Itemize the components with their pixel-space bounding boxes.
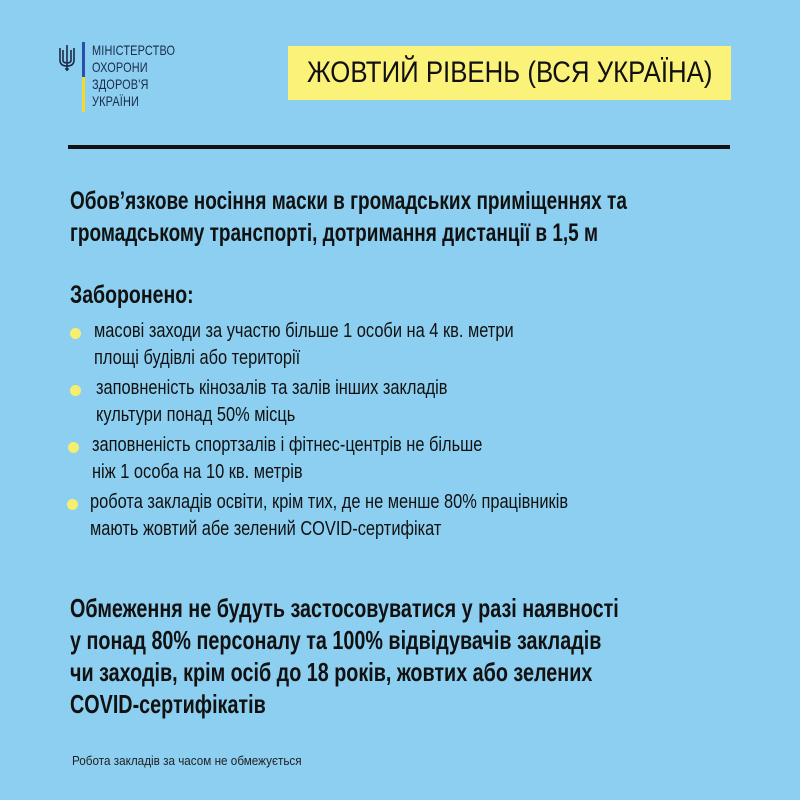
ministry-logo [58,42,199,112]
bullet-icon [70,328,81,339]
restrictions-note [70,592,792,720]
bullet-icon [70,385,81,396]
footnote: Робота закладів за часом не обмежується [72,753,302,768]
ministry-name-line: ЗДОРОВ'Я [92,76,149,92]
flag-bar [82,42,85,112]
restrictions-line: чи заходів, крім осіб до 18 років, жовтих або зелених [70,657,593,687]
list-item [66,432,673,486]
restrictions-line: COVID-сертифікатів [70,689,266,719]
list-item-line: культури понад 50% місць [96,404,296,426]
list-item-line: заповненість спортзалів і фітнес-центрів не більше [92,434,483,456]
list-item-line: мають жовтий абе зелений COVID-сертифікат [90,518,442,540]
bullet-icon [68,442,79,453]
restrictions-line: Обмеження не будуть застосовуватися у разі наявності [70,593,619,623]
trident-icon [58,44,76,72]
mandatory-rules [70,185,800,249]
divider [68,145,730,149]
ministry-name-line: ОХОРОНИ [92,59,148,75]
forbidden-heading: Заборонено: [70,281,194,309]
list-item-line: заповненість кінозалів та залів інших закладів [96,377,448,399]
restrictions-line: у понад 80% персоналу та 100% відвідувачів закладів [70,625,602,655]
list-item-line: ніж 1 особа на 10 кв. метрів [92,461,303,483]
list-item [66,489,673,543]
mandatory-line: Обов’язкове носіння маски в громадських приміщеннях та [70,187,627,215]
ministry-name [92,42,175,110]
list-item [66,375,673,429]
ministry-name-line: УКРАЇНИ [92,93,140,109]
bullet-icon [67,499,78,510]
level-title: ЖОВТИЙ РІВЕНЬ (ВСЯ УКРАЇНА) [306,56,713,89]
level-badge [288,46,731,100]
list-item-line: робота закладів освіти, крім тих, де не менше 80% працівників [90,491,569,513]
list-item-line: площі будівлі або території [94,347,301,369]
mandatory-line: громадському транспорті, дотримання дистанції в 1,5 м [70,219,599,247]
list-item [66,318,673,372]
forbidden-list [66,318,673,546]
ministry-name-line: МІНІСТЕРСТВО [92,42,176,58]
list-item-line: масові заходи за участю більше 1 особи на 4 кв. метри [94,320,514,342]
